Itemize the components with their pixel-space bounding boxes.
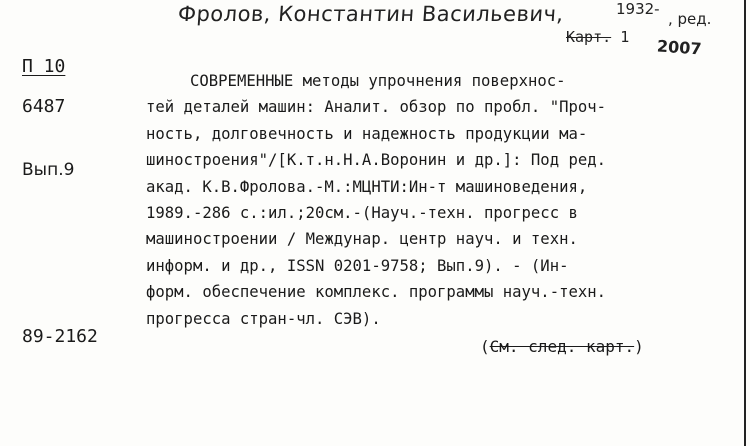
description-line: акад. К.В.Фролова.-М.:МЦНТИ:Ин-т машиноведения, <box>146 177 588 196</box>
description-line: 1989.-286 с.:ил.;20см.-(Науч.-техн. прогресс в <box>146 204 578 223</box>
bibliographic-description <box>146 68 724 332</box>
description-line: СОВРЕМЕННЫЕ методы упрочнения поверхнос- <box>190 72 566 90</box>
description-line: форм. обеспечение комплекс. программы науч.-техн. <box>146 283 607 302</box>
description-line: тей деталей машин: Аналит. обзор по пробл. "Проч- <box>146 98 607 117</box>
call-number: 6487 <box>22 96 66 117</box>
handwritten-birth-year: 1932- <box>616 0 660 18</box>
handwritten-editor-note: , ред. <box>668 10 712 28</box>
handwritten-death-year: 2007 <box>656 36 703 59</box>
card-number-label <box>566 28 629 46</box>
accession-number: 89-2162 <box>22 326 98 347</box>
description-line: машиностроении / Междунар. центр науч. и техн. <box>146 230 578 249</box>
description-line: ность, долговечность и надежность продукции ма- <box>146 124 588 143</box>
description-line: информ. и др., ISSN 0201-9758; Вып.9). - (Ин- <box>146 256 569 275</box>
card-label-struck: Карт. <box>566 28 612 46</box>
see-next-prefix: ( <box>480 337 490 356</box>
see-next-card-note <box>480 337 644 356</box>
card-border <box>744 0 746 446</box>
card-label-number: 1 <box>620 28 630 46</box>
see-next-suffix: ) <box>634 337 644 356</box>
see-next-struck: См. след. карт. <box>489 337 635 356</box>
shelf-mark: П 10 <box>22 56 66 77</box>
description-line: шиностроения"/[К.т.н.Н.А.Воронин и др.]: Под ред. <box>146 151 607 170</box>
handwritten-author-heading: Фролов, Константин Васильевич, <box>177 2 565 26</box>
issue-number: Вып.9 <box>22 160 75 180</box>
description-line: прогресса стран-чл. СЭВ). <box>146 309 381 328</box>
